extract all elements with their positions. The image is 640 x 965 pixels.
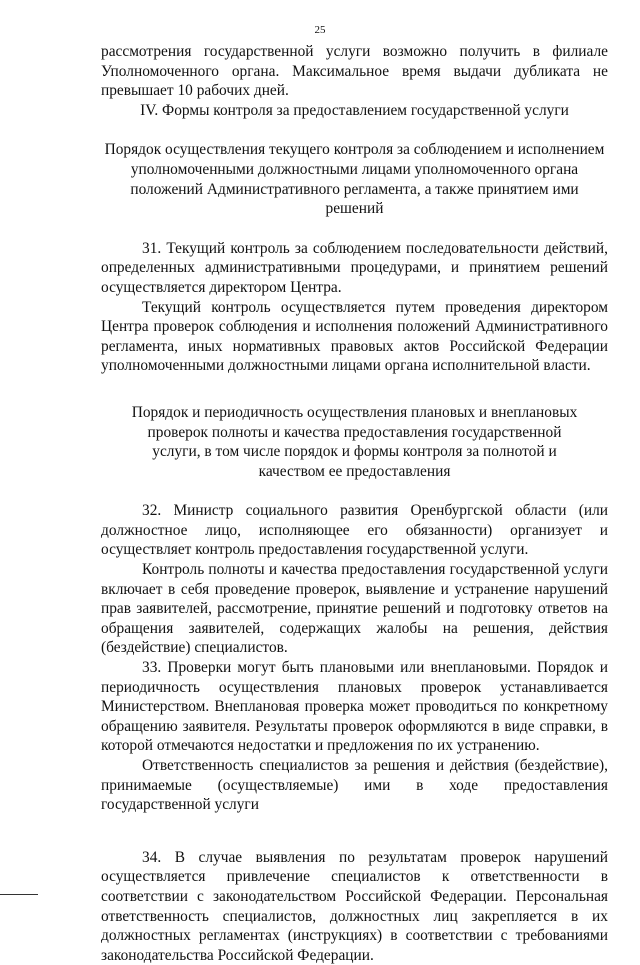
paragraph-33: 33. Проверки могут быть плановыми или внеплановыми. Порядок и периодичность осуществления плановых проверок устанавливается Министерством. Внеплановая проверка может проводиться по конкретному обращению заявителя. Результаты проверок оформляются в виде справки, в которой отмечаются недостатки и предложения по их устранению. — [101, 659, 608, 755]
paragraph-34: 34. В случае выявления по результатам проверок нарушений осуществляется привлечение специалистов к ответственности в соответствии с законодательством Российской Федерации. Персональная ответственность специалистов, должностных лиц закрепляется в их должностных регламентах (инструкциях) в соответствии с требованиями законодательства Российской Федерации. — [101, 848, 608, 964]
paragraph-32-continued: Контроль полноты и качества предоставления государственной услуги включает в себя проведение проверок, выявление и устранение нарушений прав заявителей, рассмотрение, принятие решений и подготовку ответов на обращения заявителей, содержащих жалобы на решения, действия (бездействие) специалистов. — [101, 561, 608, 657]
paragraph-32: 32. Министр социального развития Оренбургской области (или должностное лицо, исполняющее его обязанности) организует и осуществляет контроль предоставления государственной услуги. — [101, 502, 608, 559]
subheading-inspections: Порядок и периодичность осуществления плановых и внеплановых проверок полноты и качества предоставления государственной услуги, в том числе порядок и формы контроля за полнотой и качеством ее предоставления — [131, 403, 578, 480]
subheading-current-control: Порядок осуществления текущего контроля за соблюдением и исполнением уполномоченными должностными лицами уполномоченного органа положений Административного регламента, а также принятием ими решений — [104, 141, 605, 218]
paragraph-31: 31. Текущий контроль за соблюдением последовательности действий, определенных административными процедурами, и принятием решений осуществляется директором Центра. — [101, 239, 608, 296]
document-body — [101, 42, 608, 965]
subheading-responsibility: Ответственность специалистов за решения и действия (бездействие), принимаемые (осуществляемые) ими в ходе предоставления государственной услуги — [101, 757, 608, 814]
section-title: IV. Формы контроля за предоставлением государственной услуги — [140, 101, 569, 119]
page-number: 25 — [314, 24, 326, 36]
footer-divider — [0, 894, 38, 895]
continuation-paragraph: рассмотрения государственной услуги возможно получить в филиале Уполномоченного органа. Максимальное время выдачи дубликата не превышает 10 рабочих дней. — [101, 43, 608, 100]
paragraph-31-continued: Текущий контроль осуществляется путем проведения директором Центра проверок соблюдения и исполнения положений Административного регламента, иных нормативных правовых актов Российской Федерации уполномоченными должностными лицами органа исполнительной власти. — [101, 298, 608, 375]
